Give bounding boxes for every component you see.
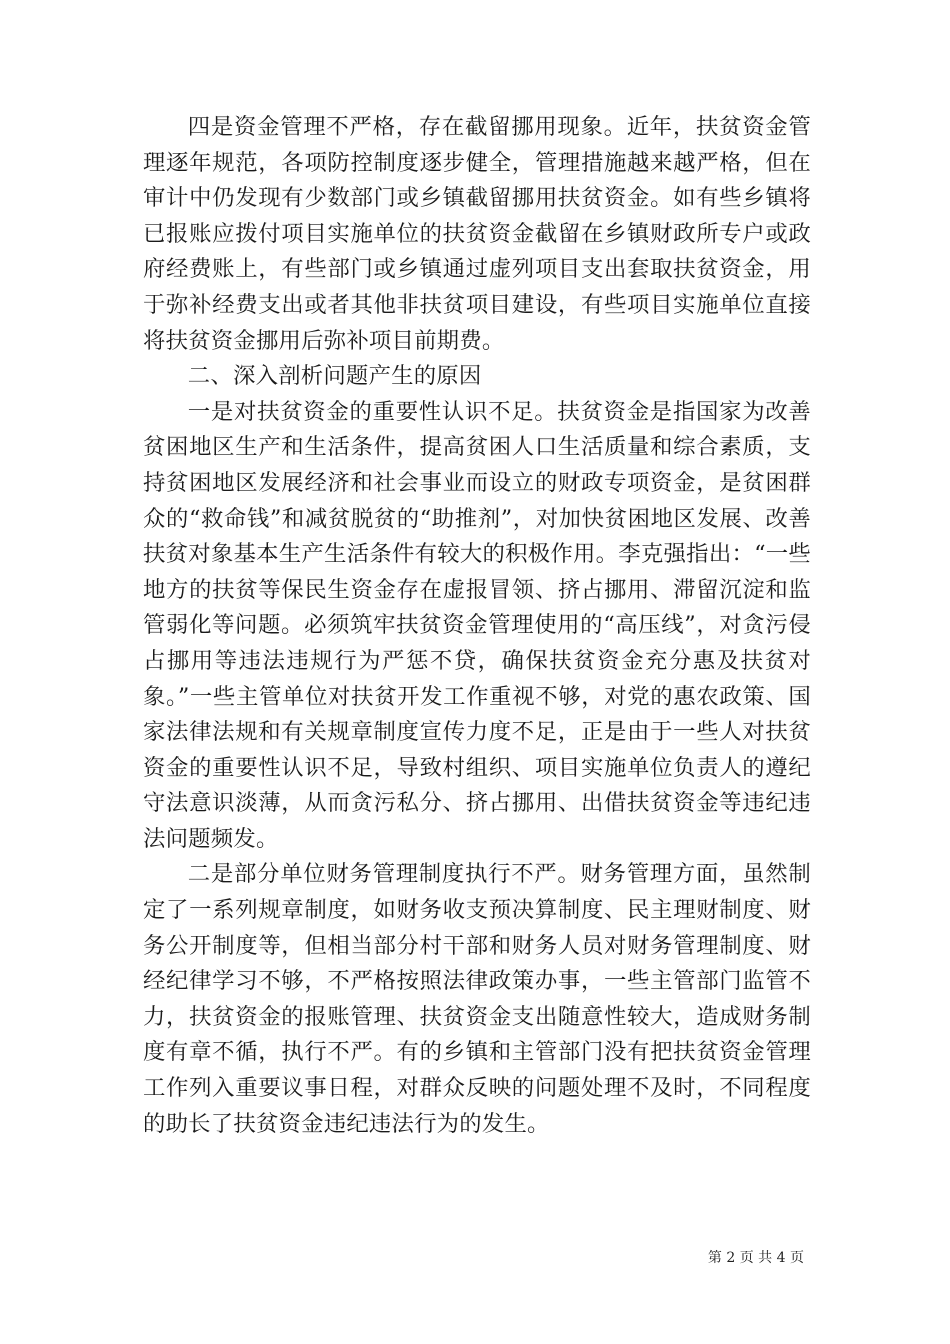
paragraph-awareness: 一是对扶贫资金的重要性认识不足。扶贫资金是指国家为改善贫困地区生产和生活条件，提高贫困人口生活质量和综合素质，支持贫困地区发展经济和社会事业而设立的财政专项资金，是贫困群众的“救命钱”和减贫脱贫的“助推剂”，对加快贫困地区发展、改善扶贫对象基本生产生活条件有较大的积极作用。李克强指出：“一些地方的扶贫等保民生资金存在虚报冒领、挤占挪用、滞留沉淀和监管弱化等问题。必须筑牢扶贫资金管理使用的“高压线”，对贪污侵占挪用等违法违规行为严惩不贷，确保扶贫资金充分惠及扶贫对象。”一些主管单位对扶贫开发工作重视不够，对党的惠农政策、国家法律法规和有关规章制度宣传力度不足，正是由于一些人对扶贫资金的重要性认识不足，导致村组织、项目实施单位负责人的遵纪守法意识淡薄，从而贪污私分、挤占挪用、出借扶贫资金等违纪违法问题频发。 — [143, 398, 811, 852]
document-body — [143, 110, 811, 1142]
page-number: 第 2 页 共 4 页 — [707, 1250, 804, 1266]
section-heading-causes: 二、深入剖析问题产生的原因 — [187, 363, 482, 390]
paragraph-fund-misuse: 四是资金管理不严格，存在截留挪用现象。近年，扶贫资金管理逐年规范，各项防控制度逐步健全，管理措施越来越严格，但在审计中仍发现有少数部门或乡镇截留挪用扶贫资金。如有些乡镇将已报账应拨付项目实施单位的扶贫资金截留在乡镇财政所专户或政府经费账上，有些部门或乡镇通过虚列项目支出套取扶贫资金，用于弥补经费支出或者其他非扶贫项目建设，有些项目实施单位直接将扶贫资金挪用后弥补项目前期费。 — [143, 114, 811, 354]
paragraph-financial-management: 二是部分单位财务管理制度执行不严。财务管理方面，虽然制定了一系列规章制度，如财务收支预决算制度、民主理财制度、财务公开制度等，但相当部分村干部和财务人员对财务管理制度、财经纪律学习不够，不严格按照法律政策办事，一些主管部门监管不力，扶贫资金的报账管理、扶贫资金支出随意性较大，造成财务制度有章不循，执行不严。有的乡镇和主管部门没有把扶贫资金管理工作列入重要议事日程，对群众反映的问题处理不及时，不同程度的助长了扶贫资金违纪违法行为的发生。 — [143, 861, 811, 1137]
